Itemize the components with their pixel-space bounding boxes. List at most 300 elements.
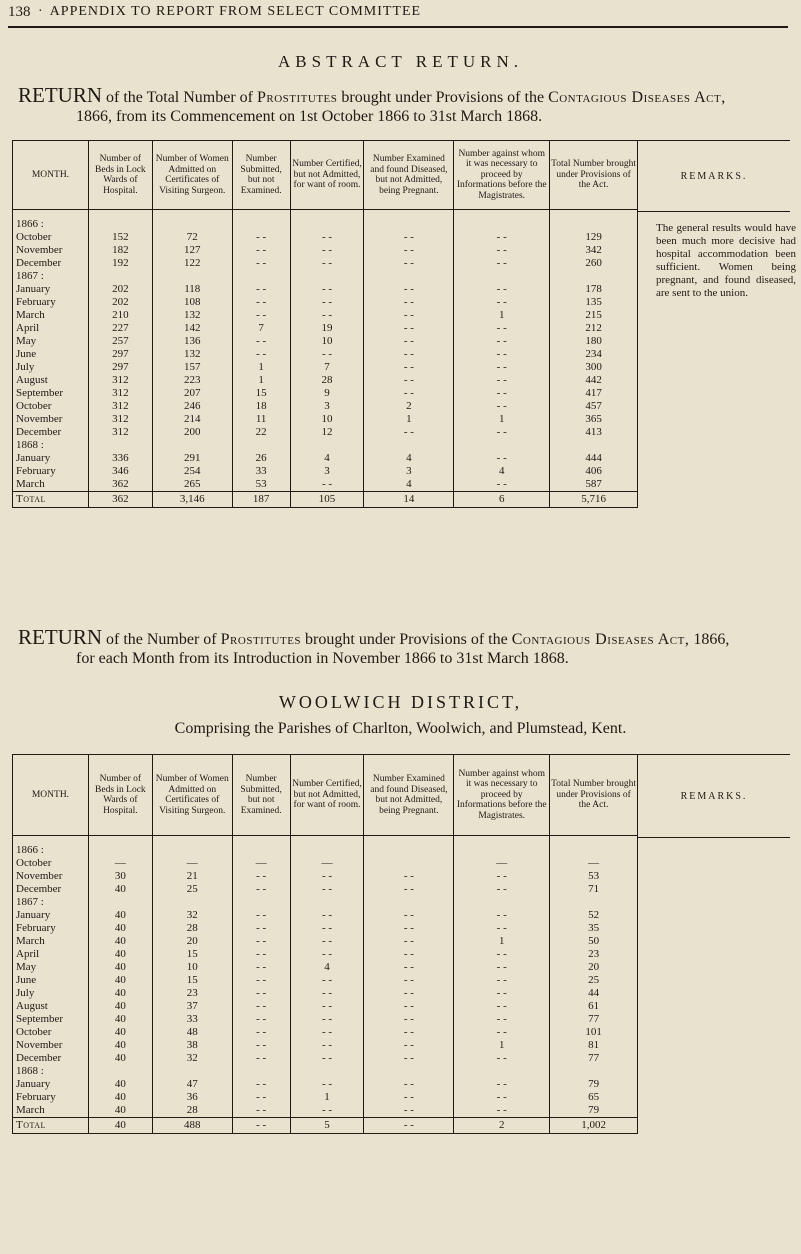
column-header: Number of Women Admitted on Certificates of Visiting Surgeon.: [152, 141, 232, 210]
value-cell: 362: [88, 478, 152, 492]
month-cell: February: [13, 1091, 89, 1104]
value-cell: 40: [88, 883, 152, 896]
value-cell: 20: [152, 935, 232, 948]
value-cell: [454, 210, 550, 232]
value-cell: - -: [290, 1000, 364, 1013]
value-cell: 38: [152, 1039, 232, 1052]
value-cell: - -: [454, 400, 550, 413]
table-row: [13, 909, 638, 922]
month-cell: December: [13, 257, 89, 270]
table-row: [13, 309, 638, 322]
value-cell: 28: [152, 922, 232, 935]
month-cell: February: [13, 922, 89, 935]
value-cell: - -: [290, 1039, 364, 1052]
value-cell: 291: [152, 452, 232, 465]
value-cell: 457: [550, 400, 638, 413]
abstract-title: ABSTRACT RETURN.: [278, 52, 523, 71]
value-cell: 28: [152, 1104, 232, 1118]
total-cell: 14: [364, 492, 454, 508]
value-cell: - -: [232, 348, 290, 361]
value-cell: - -: [290, 948, 364, 961]
value-cell: - -: [364, 870, 454, 883]
value-cell: - -: [232, 1104, 290, 1118]
value-cell: - -: [364, 361, 454, 374]
table-row: [13, 1013, 638, 1026]
table-row: [13, 1026, 638, 1039]
value-cell: 19: [290, 322, 364, 335]
table-row: [13, 413, 638, 426]
value-cell: 234: [550, 348, 638, 361]
value-cell: 1: [454, 413, 550, 426]
value-cell: —: [550, 857, 638, 870]
value-cell: 135: [550, 296, 638, 309]
table-row: [13, 322, 638, 335]
column-header: Number Examined and found Diseased, but not Admitted, being Pregnant.: [364, 755, 454, 836]
value-cell: 40: [88, 948, 152, 961]
value-cell: [88, 1065, 152, 1078]
month-cell: April: [13, 322, 89, 335]
column-header: Number against whom it was necessary to proceed by Informations before the Magistrates.: [454, 755, 550, 836]
value-cell: [364, 896, 454, 909]
table-row: [13, 1052, 638, 1065]
value-cell: 50: [550, 935, 638, 948]
value-cell: 25: [550, 974, 638, 987]
value-cell: 10: [290, 335, 364, 348]
value-cell: - -: [454, 987, 550, 1000]
table-row: [13, 1104, 638, 1118]
value-cell: 15: [152, 974, 232, 987]
total-cell: 5: [290, 1118, 364, 1134]
value-cell: 312: [88, 413, 152, 426]
value-cell: 40: [88, 1039, 152, 1052]
heading-return-word: RETURN: [18, 83, 102, 107]
table-row: [13, 348, 638, 361]
value-cell: - -: [454, 883, 550, 896]
heading-year: 1866,: [693, 631, 730, 648]
value-cell: 1: [232, 361, 290, 374]
total-cell: - -: [232, 1118, 290, 1134]
value-cell: —: [454, 857, 550, 870]
table-row: [13, 257, 638, 270]
month-cell: January: [13, 452, 89, 465]
month-cell: August: [13, 1000, 89, 1013]
month-cell: September: [13, 387, 89, 400]
value-cell: 142: [152, 322, 232, 335]
table-row: [13, 387, 638, 400]
remarks-text: The general results would have been much more decisive had hospital accommodation been sufficient. Women being pregnant, and found diseased, are sent to the union.: [656, 222, 796, 299]
value-cell: 192: [88, 257, 152, 270]
value-cell: [290, 896, 364, 909]
value-cell: 2: [364, 400, 454, 413]
month-cell: 1867 :: [13, 270, 89, 283]
value-cell: 32: [152, 909, 232, 922]
table-row: [13, 883, 638, 896]
value-cell: 71: [550, 883, 638, 896]
value-cell: [152, 836, 232, 858]
value-cell: - -: [454, 961, 550, 974]
month-cell: January: [13, 283, 89, 296]
month-cell: April: [13, 948, 89, 961]
value-cell: 210: [88, 309, 152, 322]
column-header: Number of Beds in Lock Wards of Hospital.: [88, 755, 152, 836]
value-cell: - -: [232, 974, 290, 987]
value-cell: 442: [550, 374, 638, 387]
value-cell: 265: [152, 478, 232, 492]
value-cell: - -: [232, 283, 290, 296]
value-cell: - -: [454, 948, 550, 961]
value-cell: - -: [454, 426, 550, 439]
value-cell: - -: [454, 374, 550, 387]
return2-heading: [18, 625, 793, 668]
value-cell: - -: [364, 1091, 454, 1104]
value-cell: - -: [232, 1091, 290, 1104]
table-row: [13, 426, 638, 439]
value-cell: - -: [454, 296, 550, 309]
month-cell: November: [13, 413, 89, 426]
value-cell: - -: [364, 1104, 454, 1118]
value-cell: 342: [550, 244, 638, 257]
value-cell: [290, 439, 364, 452]
total-cell: - -: [364, 1118, 454, 1134]
table-row: [13, 922, 638, 935]
table-row: [13, 335, 638, 348]
value-cell: - -: [232, 244, 290, 257]
value-cell: 47: [152, 1078, 232, 1091]
value-cell: - -: [290, 231, 364, 244]
value-cell: 52: [550, 909, 638, 922]
value-cell: 25: [152, 883, 232, 896]
value-cell: - -: [454, 322, 550, 335]
value-cell: 53: [550, 870, 638, 883]
month-cell: July: [13, 361, 89, 374]
month-cell: September: [13, 1013, 89, 1026]
table-row: [13, 361, 638, 374]
value-cell: - -: [454, 1052, 550, 1065]
table-row: [13, 1000, 638, 1013]
month-cell: June: [13, 974, 89, 987]
value-cell: - -: [454, 335, 550, 348]
total-cell: 187: [232, 492, 290, 508]
value-cell: 40: [88, 935, 152, 948]
column-header: Number of Beds in Lock Wards of Hospital.: [88, 141, 152, 210]
value-cell: [550, 896, 638, 909]
table-row: [13, 231, 638, 244]
value-cell: - -: [364, 883, 454, 896]
column-header: Number of Women Admitted on Certificates of Visiting Surgeon.: [152, 755, 232, 836]
page-number: 138: [8, 4, 31, 20]
value-cell: 297: [88, 348, 152, 361]
value-cell: 40: [88, 987, 152, 1000]
value-cell: - -: [364, 322, 454, 335]
value-cell: 444: [550, 452, 638, 465]
running-title-text: APPENDIX TO REPORT FROM SELECT COMMITTEE: [49, 4, 422, 19]
value-cell: [152, 270, 232, 283]
month-cell: March: [13, 309, 89, 322]
value-cell: - -: [454, 231, 550, 244]
value-cell: - -: [232, 335, 290, 348]
total-cell: 40: [88, 1118, 152, 1134]
value-cell: 1: [232, 374, 290, 387]
value-cell: - -: [290, 1026, 364, 1039]
value-cell: - -: [290, 478, 364, 492]
value-cell: 18: [232, 400, 290, 413]
heading-part: of the Number of: [106, 631, 217, 648]
table-row: [13, 296, 638, 309]
value-cell: [550, 210, 638, 232]
value-cell: - -: [454, 257, 550, 270]
month-cell: October: [13, 857, 89, 870]
total-cell: 488: [152, 1118, 232, 1134]
value-cell: - -: [290, 935, 364, 948]
value-cell: 53: [232, 478, 290, 492]
value-cell: - -: [232, 1026, 290, 1039]
value-cell: - -: [454, 1104, 550, 1118]
value-cell: - -: [454, 478, 550, 492]
value-cell: 3: [290, 400, 364, 413]
total-cell: 3,146: [152, 492, 232, 508]
month-cell: January: [13, 909, 89, 922]
value-cell: 312: [88, 426, 152, 439]
value-cell: 21: [152, 870, 232, 883]
value-cell: 79: [550, 1078, 638, 1091]
month-cell: February: [13, 465, 89, 478]
column-header: Number against whom it was necessary to proceed by Informations before the Magistrates.: [454, 141, 550, 210]
table-row: [13, 1039, 638, 1052]
table-row: [13, 210, 638, 232]
value-cell: - -: [364, 987, 454, 1000]
table-row: [13, 857, 638, 870]
value-cell: 417: [550, 387, 638, 400]
value-cell: - -: [454, 922, 550, 935]
value-cell: 7: [290, 361, 364, 374]
value-cell: 72: [152, 231, 232, 244]
value-cell: - -: [290, 870, 364, 883]
header-rule: [8, 26, 788, 28]
month-cell: March: [13, 478, 89, 492]
total-label: Total: [13, 492, 89, 508]
table-row: [13, 974, 638, 987]
month-cell: October: [13, 1026, 89, 1039]
value-cell: - -: [232, 257, 290, 270]
value-cell: 10: [152, 961, 232, 974]
value-cell: - -: [232, 870, 290, 883]
value-cell: [454, 270, 550, 283]
value-cell: - -: [232, 1039, 290, 1052]
value-cell: —: [88, 857, 152, 870]
value-cell: [364, 439, 454, 452]
value-cell: 180: [550, 335, 638, 348]
heading-act: Contagious Diseases Act,: [511, 631, 690, 648]
total-row: [13, 1118, 638, 1134]
value-cell: - -: [364, 948, 454, 961]
value-cell: 129: [550, 231, 638, 244]
month-cell: 1868 :: [13, 439, 89, 452]
value-cell: 12: [290, 426, 364, 439]
heading-return-word: RETURN: [18, 625, 102, 649]
value-cell: - -: [454, 974, 550, 987]
value-cell: 413: [550, 426, 638, 439]
value-cell: 200: [152, 426, 232, 439]
value-cell: 35: [550, 922, 638, 935]
value-cell: 336: [88, 452, 152, 465]
value-cell: [454, 439, 550, 452]
heading-line2: 1866, from its Commencement on 1st October 1866 to 31st March 1868.: [76, 108, 543, 125]
value-cell: 587: [550, 478, 638, 492]
value-cell: [290, 270, 364, 283]
table-row: [13, 1065, 638, 1078]
value-cell: - -: [232, 231, 290, 244]
value-cell: - -: [232, 935, 290, 948]
value-cell: 4: [290, 961, 364, 974]
value-cell: - -: [364, 974, 454, 987]
value-cell: [550, 270, 638, 283]
value-cell: - -: [232, 1013, 290, 1026]
table-row: [13, 1091, 638, 1104]
month-cell: June: [13, 348, 89, 361]
value-cell: 207: [152, 387, 232, 400]
value-cell: 1: [454, 935, 550, 948]
value-cell: [232, 210, 290, 232]
value-cell: 28: [290, 374, 364, 387]
heading-line2: for each Month from its Introduction in November 1866 to 31st March 1868.: [76, 650, 569, 667]
value-cell: - -: [364, 296, 454, 309]
value-cell: 132: [152, 309, 232, 322]
table-row: [13, 478, 638, 492]
value-cell: 215: [550, 309, 638, 322]
value-cell: 136: [152, 335, 232, 348]
month-cell: 1867 :: [13, 896, 89, 909]
value-cell: - -: [290, 296, 364, 309]
value-cell: 77: [550, 1052, 638, 1065]
month-cell: November: [13, 870, 89, 883]
month-cell: August: [13, 374, 89, 387]
column-header: MONTH.: [13, 141, 89, 210]
value-cell: - -: [232, 948, 290, 961]
value-cell: [88, 896, 152, 909]
value-cell: 40: [88, 1052, 152, 1065]
value-cell: 79: [550, 1104, 638, 1118]
value-cell: 152: [88, 231, 152, 244]
value-cell: 23: [550, 948, 638, 961]
month-cell: May: [13, 961, 89, 974]
month-cell: January: [13, 1078, 89, 1091]
value-cell: - -: [364, 1052, 454, 1065]
value-cell: 36: [152, 1091, 232, 1104]
value-cell: - -: [454, 283, 550, 296]
value-cell: 33: [152, 1013, 232, 1026]
heading-part: brought under Provisions of the: [341, 89, 545, 106]
value-cell: - -: [454, 361, 550, 374]
value-cell: 15: [232, 387, 290, 400]
value-cell: - -: [290, 987, 364, 1000]
value-cell: [232, 896, 290, 909]
value-cell: 7: [232, 322, 290, 335]
value-cell: - -: [290, 348, 364, 361]
value-cell: - -: [364, 231, 454, 244]
month-cell: July: [13, 987, 89, 1000]
value-cell: —: [232, 857, 290, 870]
value-cell: 9: [290, 387, 364, 400]
value-cell: 223: [152, 374, 232, 387]
abstract-table: [12, 140, 638, 508]
value-cell: —: [152, 857, 232, 870]
value-cell: - -: [290, 309, 364, 322]
value-cell: 312: [88, 387, 152, 400]
value-cell: [454, 896, 550, 909]
value-cell: - -: [454, 870, 550, 883]
value-cell: 32: [152, 1052, 232, 1065]
value-cell: 1: [454, 309, 550, 322]
value-cell: [152, 896, 232, 909]
remarks-header: REMARKS.: [638, 754, 790, 838]
heading-prostitutes: Prostitutes: [257, 89, 338, 106]
value-cell: - -: [364, 426, 454, 439]
value-cell: - -: [232, 1000, 290, 1013]
value-cell: 81: [550, 1039, 638, 1052]
value-cell: [364, 270, 454, 283]
value-cell: 40: [88, 1078, 152, 1091]
column-header: Number Certified, but not Admitted, for want of room.: [290, 755, 364, 836]
month-cell: October: [13, 400, 89, 413]
value-cell: 33: [232, 465, 290, 478]
total-label: Total: [13, 1118, 89, 1134]
table-row: [13, 896, 638, 909]
value-cell: 182: [88, 244, 152, 257]
column-header: Number Submitted, but not Examined.: [232, 755, 290, 836]
value-cell: - -: [290, 909, 364, 922]
value-cell: [454, 836, 550, 858]
value-cell: 346: [88, 465, 152, 478]
value-cell: [232, 1065, 290, 1078]
value-cell: - -: [454, 909, 550, 922]
month-cell: February: [13, 296, 89, 309]
value-cell: 77: [550, 1013, 638, 1026]
value-cell: - -: [454, 387, 550, 400]
value-cell: [290, 210, 364, 232]
table-row: [13, 836, 638, 858]
month-cell: December: [13, 1052, 89, 1065]
month-cell: March: [13, 1104, 89, 1118]
value-cell: 4: [290, 452, 364, 465]
total-cell: 2: [454, 1118, 550, 1134]
table-row: [13, 1078, 638, 1091]
value-cell: 65: [550, 1091, 638, 1104]
value-cell: 40: [88, 974, 152, 987]
value-cell: 101: [550, 1026, 638, 1039]
value-cell: 15: [152, 948, 232, 961]
value-cell: - -: [364, 1026, 454, 1039]
value-cell: - -: [364, 387, 454, 400]
table-row: [13, 283, 638, 296]
value-cell: [88, 210, 152, 232]
value-cell: 178: [550, 283, 638, 296]
value-cell: 132: [152, 348, 232, 361]
value-cell: 11: [232, 413, 290, 426]
column-header: Total Number brought under Provisions of the Act.: [550, 141, 638, 210]
column-header: Number Examined and found Diseased, but not Admitted, being Pregnant.: [364, 141, 454, 210]
total-cell: 5,716: [550, 492, 638, 508]
total-cell: 105: [290, 492, 364, 508]
month-cell: November: [13, 244, 89, 257]
value-cell: 365: [550, 413, 638, 426]
value-cell: - -: [232, 909, 290, 922]
value-cell: 44: [550, 987, 638, 1000]
value-cell: - -: [290, 974, 364, 987]
value-cell: [88, 439, 152, 452]
total-cell: 1,002: [550, 1118, 638, 1134]
value-cell: 40: [88, 1000, 152, 1013]
running-title-dot: ·: [38, 4, 44, 19]
